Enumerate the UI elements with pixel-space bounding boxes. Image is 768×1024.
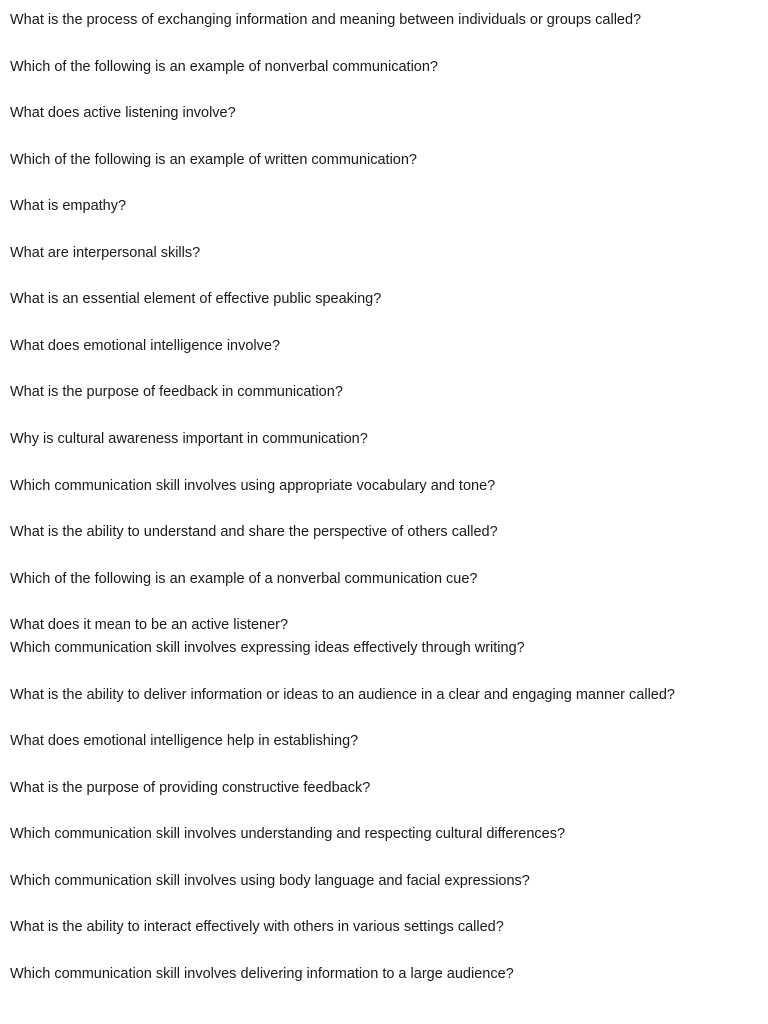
question-item: Which communication skill involves using appropriate vocabulary and tone? xyxy=(10,478,496,494)
question-item: What is an essential element of effective public speaking? xyxy=(10,291,382,307)
question-item: Which communication skill involves expressing ideas effectively through writing? xyxy=(10,640,525,656)
question-item: What is the ability to interact effectively with others in various settings called? xyxy=(10,919,504,935)
question-item: What is the purpose of providing constructive feedback? xyxy=(10,780,371,796)
question-item: What are interpersonal skills? xyxy=(10,245,201,261)
question-item: Which of the following is an example of nonverbal communication? xyxy=(10,59,438,75)
question-item: What is the purpose of feedback in communication? xyxy=(10,384,343,400)
question-item: What does emotional intelligence involve? xyxy=(10,338,281,354)
question-item: What does emotional intelligence help in establishing? xyxy=(10,733,359,749)
question-item: What is empathy? xyxy=(10,198,127,214)
question-item: What does it mean to be an active listener? xyxy=(10,617,289,633)
question-item: Which communication skill involves understanding and respecting cultural differences? xyxy=(10,826,566,842)
question-item: What is the ability to understand and share the perspective of others called? xyxy=(10,524,498,540)
question-item: What is the process of exchanging information and meaning between individuals or groups called? xyxy=(10,12,642,28)
question-item: What is the ability to deliver information or ideas to an audience in a clear and engaging manner called? xyxy=(10,687,675,703)
question-item: Why is cultural awareness important in communication? xyxy=(10,431,368,447)
question-item: What does active listening involve? xyxy=(10,105,236,121)
question-item: Which of the following is an example of written communication? xyxy=(10,152,417,168)
question-item: Which communication skill involves using body language and facial expressions? xyxy=(10,873,530,889)
question-item: Which of the following is an example of a nonverbal communication cue? xyxy=(10,571,478,587)
question-item: Which communication skill involves delivering information to a large audience? xyxy=(10,966,514,982)
